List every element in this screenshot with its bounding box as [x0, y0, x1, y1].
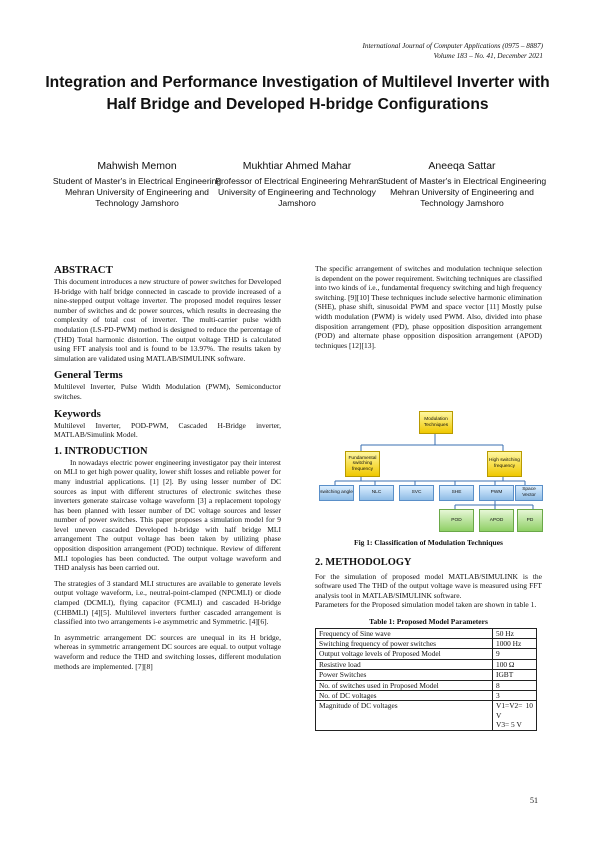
param-value: 8: [493, 680, 537, 690]
parameters-table: [315, 628, 537, 731]
table-row: [316, 649, 537, 659]
table-row: [316, 680, 537, 690]
diagram-leaf: SHE: [439, 485, 474, 501]
diagram-pwm-child: POD: [439, 509, 474, 532]
page-number: 51: [530, 796, 538, 805]
table-row: [316, 659, 537, 669]
author-1: [48, 160, 226, 209]
diagram-leaf: PWM: [479, 485, 514, 501]
figure-caption: Fig 1: Classification of Modulation Techniques: [354, 538, 503, 547]
abstract-heading: ABSTRACT: [54, 264, 113, 276]
diagram-pwm-child: APOD: [479, 509, 514, 532]
param-value: 1000 Hz: [493, 638, 537, 648]
param-value-line: V3= 5 V: [496, 720, 522, 730]
table-row: [316, 691, 537, 701]
introduction-heading: 1. INTRODUCTION: [54, 445, 148, 457]
author-affiliation: Student of Master's in Electrical Engineering Mehran University of Engineering and Technology Jamshoro: [377, 176, 547, 208]
intro-paragraph: In asymmetric arrangement DC sources are unequal in its H bridge, whereas in symmetric arrangement DC sources are equal. to output voltage waveform and reduce the THD and switching losses, different modulation methods are implemented. [7][8]: [54, 632, 281, 671]
intro-paragraph: In nowadays electric power engineering investigator pay their interest on MLI to get high power quality, lower shift losses and reliable power for many industrial applications. [1] [2]. By using lesser number of DC sources as input with different structures of electronic switches these inverters generate staircase voltage waveform [3] a replacement topology has been planned with lesser number of DC voltage sources and lesser number of power switches. This paper proposes a simulation model for 9 level uneven cascaded Developed h-bridge with half bridge MLI arrangement The output voltage has been taken by utilizing phase opposition disposition arrangement (POD) technique. Review of different MLI topologies has been conducted. The output voltage waveform and THD analysis has been carried out.: [54, 457, 281, 573]
param-name: No. of switches used in Proposed Model: [316, 680, 493, 690]
param-name: Frequency of Sine wave: [316, 628, 493, 638]
param-value: 100 Ω: [493, 659, 537, 669]
param-value-line: V1=V2= 10 V: [496, 701, 533, 720]
diagram-leaf: switching angle: [319, 485, 354, 501]
keywords-text: Multilevel Inverter, POD-PWM, Cascaded H-Bridge inverter, MATLAB/Simulink Model.: [54, 420, 281, 440]
author-name: Mahwish Memon: [97, 160, 177, 172]
param-name: Output voltage levels of Proposed Model: [316, 649, 493, 659]
modulation-diagram: [315, 407, 542, 535]
param-name: Magnitude of DC voltages: [316, 701, 493, 730]
journal-header: [362, 41, 543, 61]
diagram-node-fundamental-switching: Fundamental switching frequency: [345, 451, 380, 477]
modulation-paragraph: The specific arrangement of switches and modulation technique selection is dependent on the power requirement. Switching techniques are classified into two kinds of i.e., fundamental frequency switching and high frequency switching. [9][10] These techniques include selective harmonic elimination (SHE), phase shift, sinusoidal PWM and space vector [11] Mostly pulse width modulation (PWM) is widely used PWM. Also, divided into phase disposition arrangement (PD), phase opposition disposition arrangement (POD) and alternate phase opposition disposition arrangement (APOD) techniques [12][13].: [315, 264, 542, 350]
param-name: Switching frequency of power switches: [316, 638, 493, 648]
abstract-text: This document introduces a new structure of power switches for Developed H-bridge with half bridge connected in cascade to provide increased of a nine-stepped output voltage inverter. The proposed model requires lesser number of switches and dc power sources, which results in decreasing the complexity of total cost of inverter. The multi-carrier pulse width modulation (LS-PD-PWM) method is designed to reduce the percentage of (THD) Total harmonic distortion. The output voltage THD is calculated using FFT analysis tool and is found to be 13.97%. The results taken by simulation are validated using MATLAB/SIMULINK software.: [54, 277, 282, 363]
table-row: [316, 628, 537, 638]
diagram-pwm-child: PD: [517, 509, 543, 532]
diagram-root-modulation-techniques: Modulation Techniques: [419, 411, 453, 434]
diagram-leaf: Space Vector: [515, 485, 543, 501]
param-name: Power Switches: [316, 670, 493, 680]
author-3: [373, 160, 551, 209]
right-column-lower: [315, 538, 542, 731]
journal-name: International Journal of Computer Applications (0975 – 8887): [362, 42, 543, 50]
param-value: [493, 701, 537, 730]
intro-paragraph: The strategies of 3 standard MLI structures are available to generate levels output voltage waveform, i.e., neutral-point-clamped (NPCMLI) or diode clamped (DCMLI), flying capacitor (FCMLI) and cascaded H-bridge (CHBMLI) [4][5]. Multilevel inverters further cascaded arrangement is classified into two arrangements i-e asymmetric and Symmetric. [4][6].: [54, 578, 281, 627]
author-name: Aneeqa Sattar: [428, 160, 496, 172]
right-column: [315, 264, 542, 350]
author-affiliation: Professor of Electrical Engineering Mehran University of Engineering and Technology Jamshoro: [215, 176, 379, 208]
diagram-leaf: NLC: [359, 485, 394, 501]
param-value: 9: [493, 649, 537, 659]
table-row: [316, 638, 537, 648]
param-value: IGBT: [493, 670, 537, 680]
param-name: No. of DC voltages: [316, 691, 493, 701]
diagram-leaf: SVC: [399, 485, 434, 501]
methodology-heading: 2. METHODOLOGY: [315, 556, 412, 568]
journal-volume: Volume 183 – No. 41, December 2021: [433, 52, 543, 60]
paper-title: Integration and Performance Investigation of Multilevel Inverter with Half Bridge and Developed H-bridge Configurations: [45, 74, 550, 113]
general-terms-text: Multilevel Inverter, Pulse Width Modulation (PWM), Semiconductor switches.: [54, 382, 281, 401]
param-value: 50 Hz: [493, 628, 537, 638]
author-2: [208, 160, 386, 209]
table-row: [316, 670, 537, 680]
table-caption: Table 1: Proposed Model Parameters: [369, 616, 488, 626]
methodology-paragraph: For the simulation of proposed model MATLAB/SIMULINK is the software used The THD of the output voltage wave is measured using FFT analysis tool in MATLAB/SIMULINK software.: [315, 571, 542, 600]
methodology-paragraph: Parameters for the Proposed simulation model taken are shown in table 1.: [315, 600, 537, 610]
diagram-node-high-switching: High switching frequency: [487, 451, 522, 477]
table-row: [316, 701, 537, 730]
param-name: Resistive load: [316, 659, 493, 669]
param-value: 3: [493, 691, 537, 701]
general-terms-heading: General Terms: [54, 369, 123, 382]
keywords-heading: Keywords: [54, 407, 101, 420]
author-name: Mukhtiar Ahmed Mahar: [242, 160, 352, 172]
author-affiliation: Student of Master's in Electrical Engineering Mehran University of Engineering and Technology Jamshoro: [52, 176, 222, 208]
left-column: [54, 264, 281, 671]
